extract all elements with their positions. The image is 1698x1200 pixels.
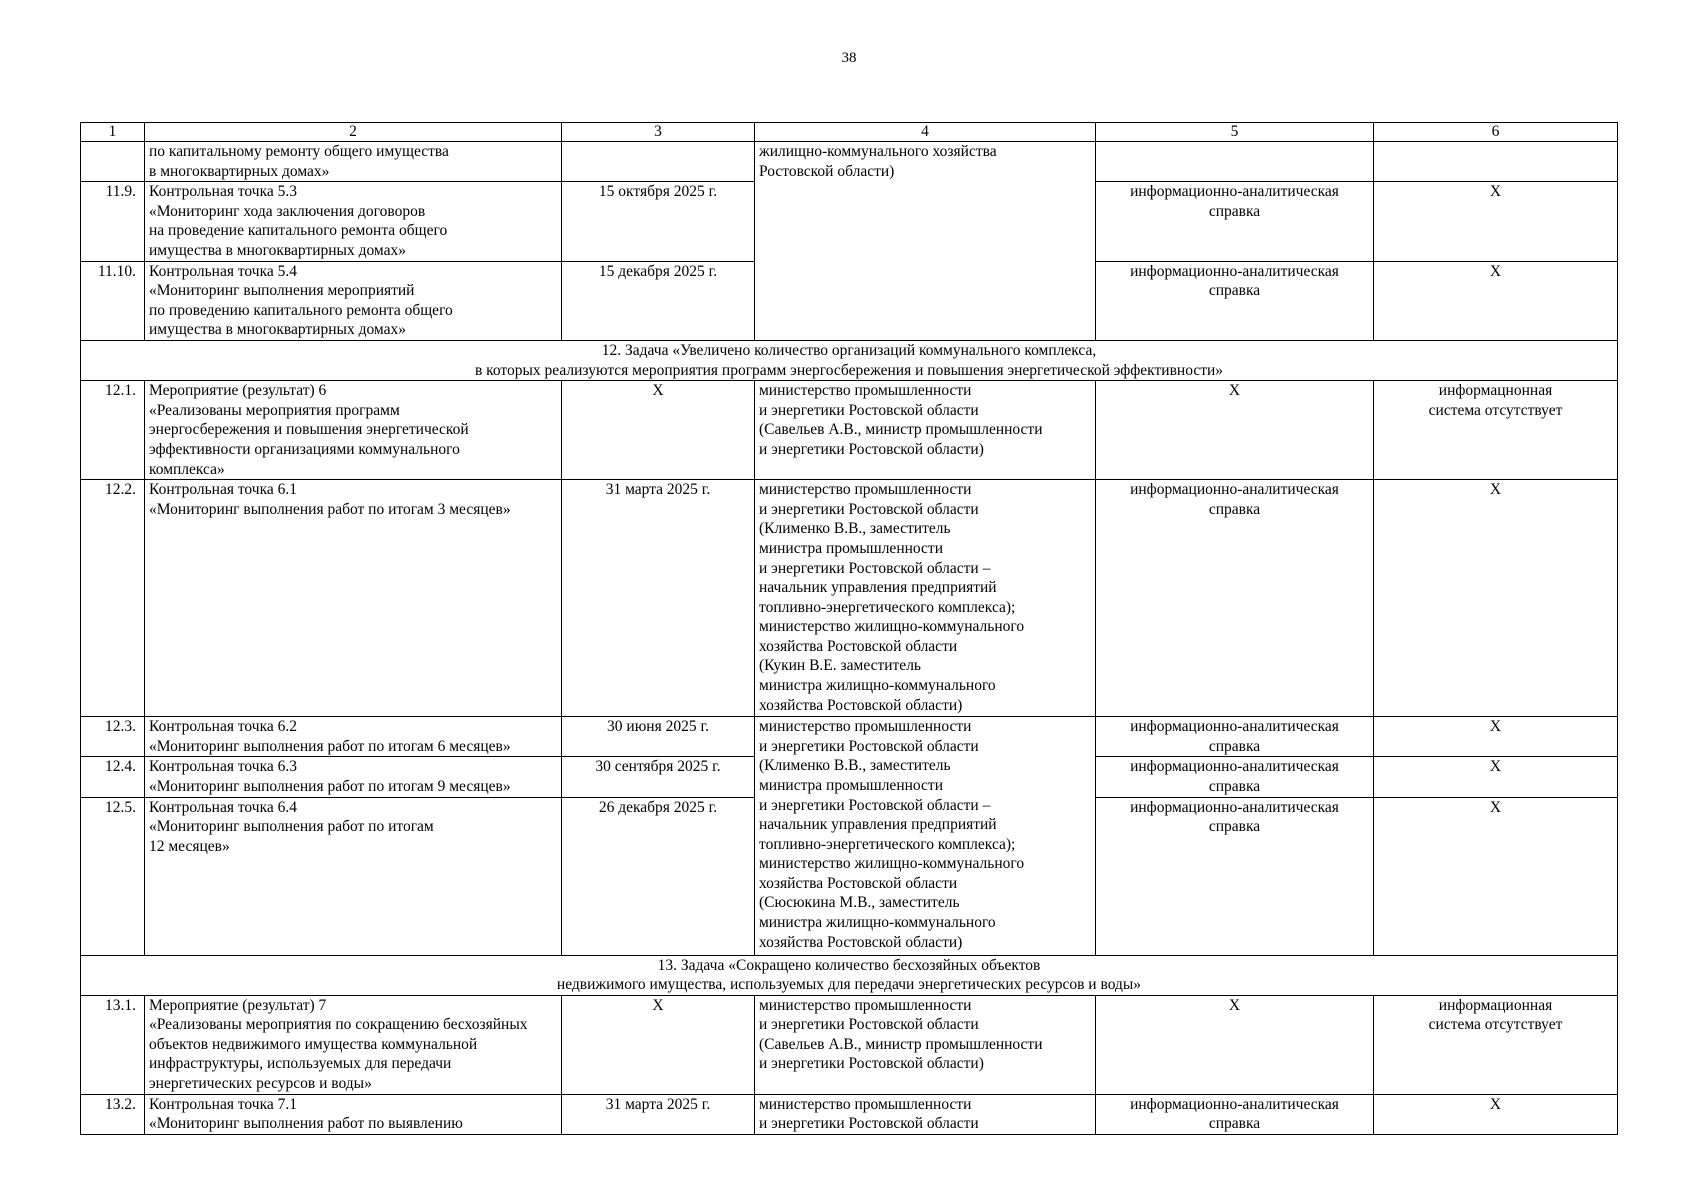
col-header-4: 4 (755, 123, 1096, 142)
row-document: информационно-аналитическая справка (1096, 182, 1374, 261)
row-description: Мероприятие (результат) 7 «Реализованы мероприятия по сокращению бесхозяйных объектов недвижимого имущества коммунальной инфраструктуры, используемых для передачи энергетических ресурсов и воды» (145, 995, 562, 1094)
row-description: Контрольная точка 5.3 «Мониторинг хода заключения договоров на проведение капитального ремонта общего имущества в многоквартирных домах» (145, 182, 562, 261)
row-date: X (562, 381, 755, 480)
col-header-5: 5 (1096, 123, 1374, 142)
row-number: 11.10. (81, 261, 145, 340)
task-heading: 13. Задача «Сокращено количество бесхозяйных объектов недвижимого имущества, используемых для передачи энергетических ресурсов и воды» (81, 955, 1618, 995)
row-document: X (1096, 381, 1374, 480)
row-info-system: X (1374, 717, 1618, 757)
row-description: Контрольная точка 6.3 «Мониторинг выполнения работ по итогам 9 месяцев» (145, 757, 562, 797)
row-info-system: X (1374, 797, 1618, 955)
row-responsible: министерство промышленности и энергетики Ростовской области (Савельев А.В., министр промышленности и энергетики Ростовской области) (755, 381, 1096, 480)
row-description: Контрольная точка 7.1 «Мониторинг выполнения работ по выявлению (145, 1094, 562, 1134)
row-date: 31 марта 2025 г. (562, 480, 755, 717)
row-date: 15 октября 2025 г. (562, 182, 755, 261)
row-info-system: X (1374, 757, 1618, 797)
row-number: 13.2. (81, 1094, 145, 1134)
row-info-system: X (1374, 1094, 1618, 1134)
row-description: Контрольная точка 6.1 «Мониторинг выполнения работ по итогам 3 месяцев» (145, 480, 562, 717)
row-info-system: X (1374, 182, 1618, 261)
table-row (81, 142, 1618, 182)
row-document: информационно-аналитическая справка (1096, 797, 1374, 955)
row-description: Контрольная точка 6.2 «Мониторинг выполнения работ по итогам 6 месяцев» (145, 717, 562, 757)
row-number: 12.4. (81, 757, 145, 797)
row-document: информационно-аналитическая справка (1096, 261, 1374, 340)
row-document: X (1096, 995, 1374, 1094)
row-document: информационно-аналитическая справка (1096, 757, 1374, 797)
measures-table (80, 122, 1618, 1135)
col-header-1: 1 (81, 123, 145, 142)
row-document (1096, 142, 1374, 182)
col-header-6: 6 (1374, 123, 1618, 142)
row-responsible: министерство промышленности и энергетики Ростовской области (Клименко В.В., заместитель министра промышленности и энергетики Ростовской области – начальник управления предприятий топливно-энергетического комплекса); министерство жилищно-коммунального хозяйства Ростовской области (Кукин В.Е. заместитель министра жилищно-коммунального хозяйства Ростовской области) (755, 480, 1096, 717)
row-number: 12.2. (81, 480, 145, 717)
table-row (81, 717, 1618, 757)
col-header-2: 2 (145, 123, 562, 142)
row-document: информационно-аналитическая справка (1096, 1094, 1374, 1134)
row-info-system: X (1374, 480, 1618, 717)
page-number: 38 (841, 50, 857, 66)
row-date: 31 марта 2025 г. (562, 1094, 755, 1134)
table-row (81, 381, 1618, 480)
row-responsible: министерство промышленности и энергетики Ростовской области (755, 1094, 1096, 1134)
row-date: 15 декабря 2025 г. (562, 261, 755, 340)
row-responsible: министерство промышленности и энергетики Ростовской области (Савельев А.В., министр промышленности и энергетики Ростовской области) (755, 995, 1096, 1094)
row-date: X (562, 995, 755, 1094)
row-info-system: информацнонная система отсутствует (1374, 381, 1618, 480)
row-description: Контрольная точка 5.4 «Мониторинг выполнения мероприятий по проведению капитального ремонта общего имущества в многоквартирных домах» (145, 261, 562, 340)
row-number: 11.9. (81, 182, 145, 261)
row-document: информационно-аналитическая справка (1096, 480, 1374, 717)
row-responsible: жилищно-коммунального хозяйства Ростовской области) (755, 142, 1096, 341)
row-date: 26 декабря 2025 г. (562, 797, 755, 955)
row-description: Мероприятие (результат) 6 «Реализованы мероприятия программ энергосбережения и повышения энергетической эффективности организациями коммунального комплекса» (145, 381, 562, 480)
col-header-3: 3 (562, 123, 755, 142)
row-number (81, 142, 145, 182)
task-heading: 12. Задача «Увеличено количество организаций коммунального комплекса, в которых реализуются мероприятия программ энергосбережения и повышения энергетической эффективности» (81, 340, 1618, 380)
table-row (81, 1094, 1618, 1134)
row-number: 13.1. (81, 995, 145, 1094)
row-responsible: министерство промышленности и энергетики Ростовской области (Клименко В.В., заместитель министра промышленности и энергетики Ростовской области – начальник управления предприятий топливно-энергетического комплекса); министерство жилищно-коммунального хозяйства Ростовской области (Сюсюкина М.В., заместитель министра жилищно-коммунального хозяйства Ростовской области) (755, 717, 1096, 955)
row-info-system: информационная система отсутствует (1374, 995, 1618, 1094)
task-row (81, 955, 1618, 995)
row-info-system (1374, 142, 1618, 182)
row-date: 30 сентября 2025 г. (562, 757, 755, 797)
row-date (562, 142, 755, 182)
row-description: по капитальному ремонту общего имущества в многоквартирных домах» (145, 142, 562, 182)
row-number: 12.5. (81, 797, 145, 955)
row-number: 12.3. (81, 717, 145, 757)
table-row (81, 480, 1618, 717)
header-row (81, 123, 1618, 142)
row-number: 12.1. (81, 381, 145, 480)
task-row (81, 340, 1618, 380)
row-document: информационно-аналитическая справка (1096, 717, 1374, 757)
row-date: 30 июня 2025 г. (562, 717, 755, 757)
row-info-system: X (1374, 261, 1618, 340)
row-description: Контрольная точка 6.4 «Мониторинг выполнения работ по итогам 12 месяцев» (145, 797, 562, 955)
table-row (81, 995, 1618, 1094)
